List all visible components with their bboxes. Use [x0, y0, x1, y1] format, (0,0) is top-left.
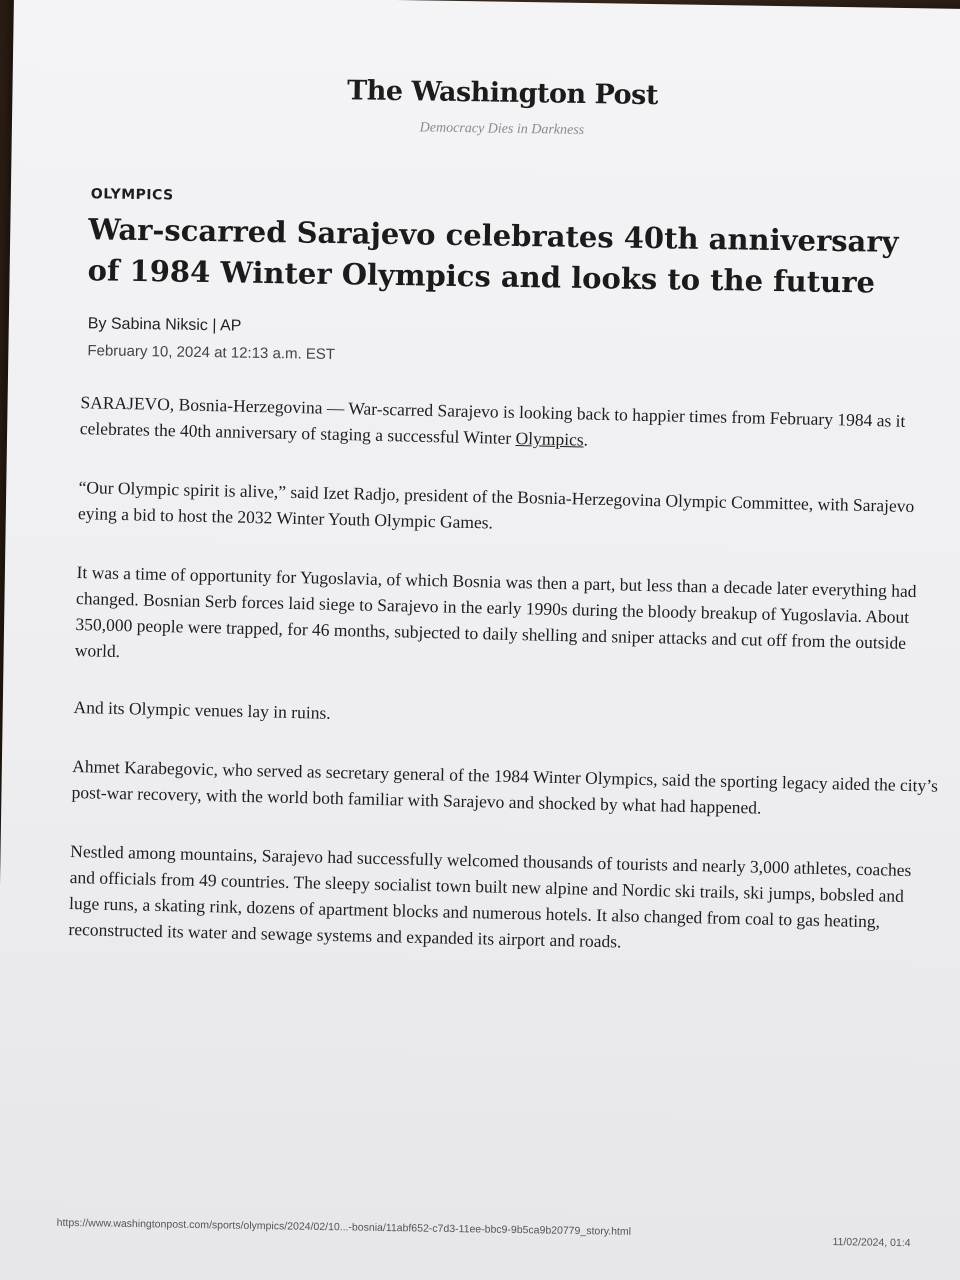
article-headline: War-scarred Sarajevo celebrates 40th anniversary of 1984 Winter Olympics and looks to the future: [87, 212, 899, 300]
paragraph-3: It was a time of opportunity for Yugoslavia, of which Bosnia was then a part, but less than a decade later everything had changed. Bosnian Serb forces laid siege to Sarajevo in the early 1990s during the bloody breakup of Yugoslavia. About 350,000 people were trapped, for 46 months, subjected to daily shelling and sniper attacks and cut off from the outside world.: [74, 562, 917, 662]
newspaper-tagline: Democracy Dies in Darkness: [419, 120, 585, 138]
paragraph-4: And its Olympic venues lay in ruins.: [73, 697, 331, 723]
paragraph-2: “Our Olympic spirit is alive,” said Izet Radjo, president of the Bosnia-Herzegovina Olympic Committee, with Sarajevo eying a bid to host the 2032 Winter Youth Olympic Games.: [77, 477, 915, 533]
section-kicker: OLYMPICS: [90, 186, 174, 204]
print-footer-url: https://www.washingtonpost.com/sports/olympics/2024/02/10...-bosnia/11abf652-c7d3-11ee-bbc9-9b5ca9b20779_story.html: [56, 1216, 632, 1238]
paragraph-1: [80, 389, 947, 461]
paragraph-1-text: SARAJEVO, Bosnia-Herzegovina — War-scarred Sarajevo is looking back to happier times from February 1984 as it celebrates the 40th anniversary of staging a successful Winter: [79, 392, 906, 448]
article-byline: By Sabina Niksic | AP: [87, 315, 242, 335]
paragraph-1-end: .: [583, 429, 589, 450]
paragraph-5: Ahmet Karabegovic, who served as secretary general of the 1984 Winter Olympics, said the sporting legacy aided the city’s post-war recovery, with the world both familiar with Sarajevo and shocked by what had happened.: [71, 756, 939, 818]
article-dateline: February 10, 2024 at 12:13 a.m. EST: [87, 342, 336, 364]
paragraph-6: Nestled among mountains, Sarajevo had successfully welcomed thousands of tourists and nearly 3,000 athletes, coaches and officials from 49 countries. The sleepy socialist town built new alpine and Nordic ski trails, ski jumps, bobsled and luge runs, a skating rink, dozens of apartment blocks and numerous hotels. It also changed from coal to gas heating, reconstructed its water and sewage systems and expanded its airport and roads.: [68, 840, 912, 952]
print-footer-date: 11/02/2024, 01:4: [832, 1236, 911, 1250]
article-body: [68, 389, 947, 994]
olympics-link[interactable]: Olympics: [515, 427, 584, 450]
newspaper-logo: The Washington Post: [346, 75, 659, 112]
